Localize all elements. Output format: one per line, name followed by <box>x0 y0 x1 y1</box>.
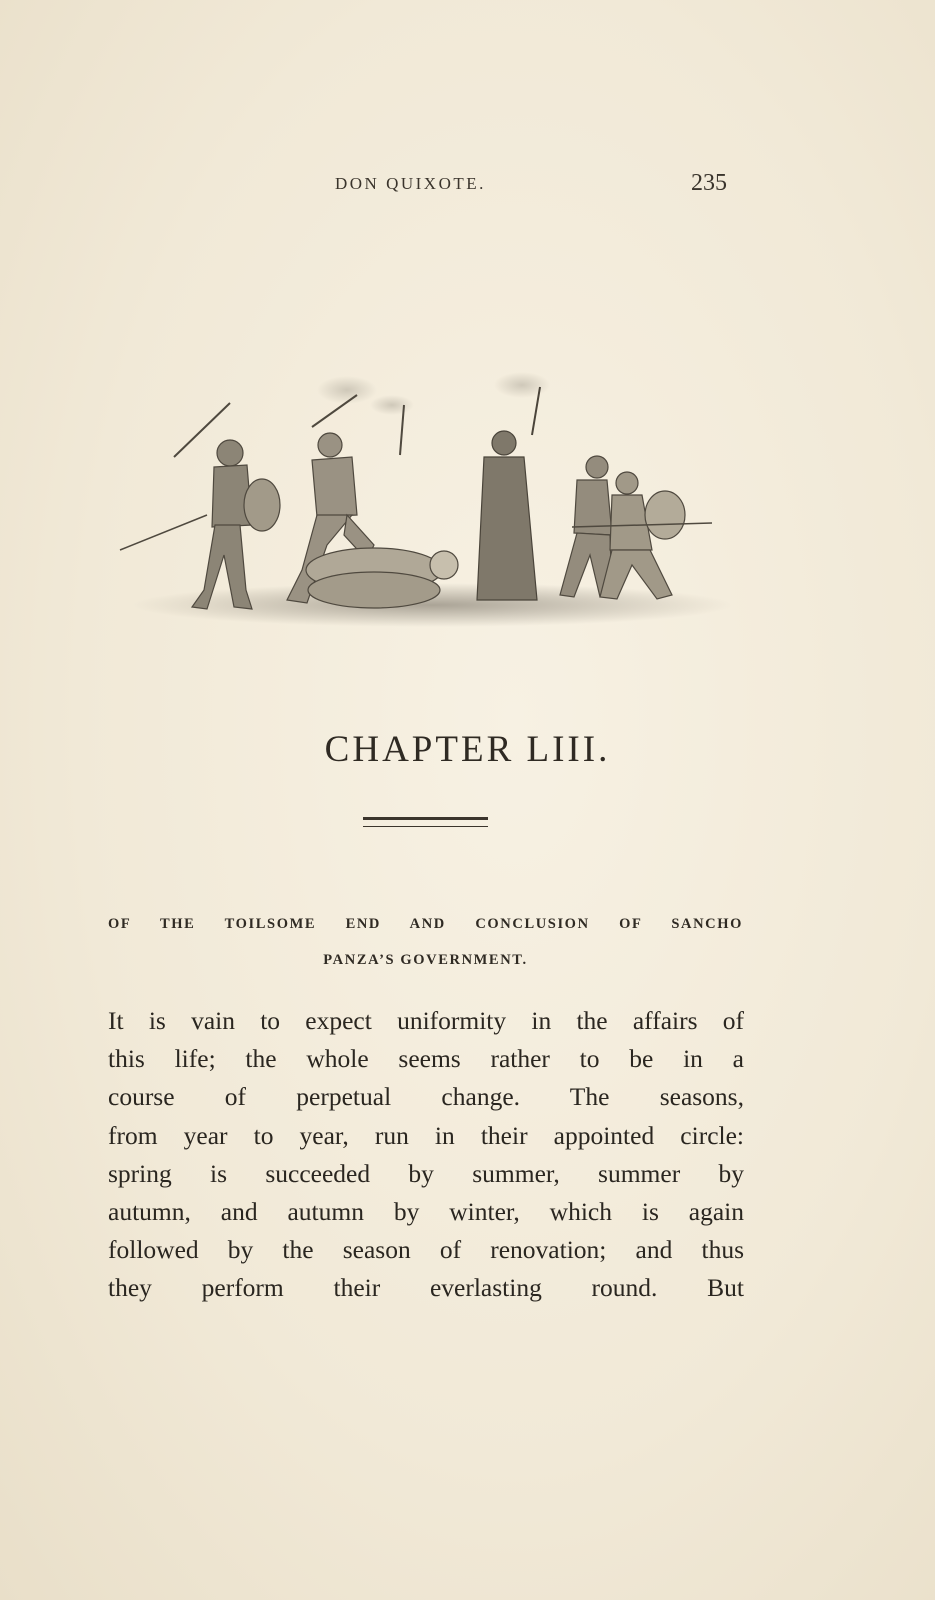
chapter-rule <box>363 817 488 827</box>
body-paragraph <box>108 1002 744 1308</box>
chapter-subtitle-line-1: OF THE TOILSOME END AND CONCLUSION OF SANCHO <box>108 916 743 932</box>
running-title: DON QUIXOTE. <box>335 174 486 193</box>
body-line: course of perpetual change. The seasons, <box>108 1082 744 1112</box>
body-line: from year to year, run in their appointed circle: <box>108 1120 744 1150</box>
chapter-subtitle-line-2: PANZA’S GOVERNMENT. <box>323 952 528 968</box>
body-line: spring is succeeded by summer, summer by <box>108 1158 744 1188</box>
chapter-subtitle <box>108 906 743 978</box>
body-line: this life; the whole seems rather to be in a <box>108 1044 744 1074</box>
running-head <box>0 170 935 200</box>
chapter-title: CHAPTER LIII. <box>324 729 611 770</box>
engraved-vignette-icon <box>112 365 742 640</box>
body-line: followed by the season of renovation; and thus <box>108 1235 744 1265</box>
body-line: they perform their everlasting round. But <box>108 1273 744 1303</box>
page-number: 235 <box>691 170 727 196</box>
body-line: autumn, and autumn by winter, which is again <box>108 1196 744 1226</box>
body-line: It is vain to expect uniformity in the affairs of <box>108 1006 744 1035</box>
